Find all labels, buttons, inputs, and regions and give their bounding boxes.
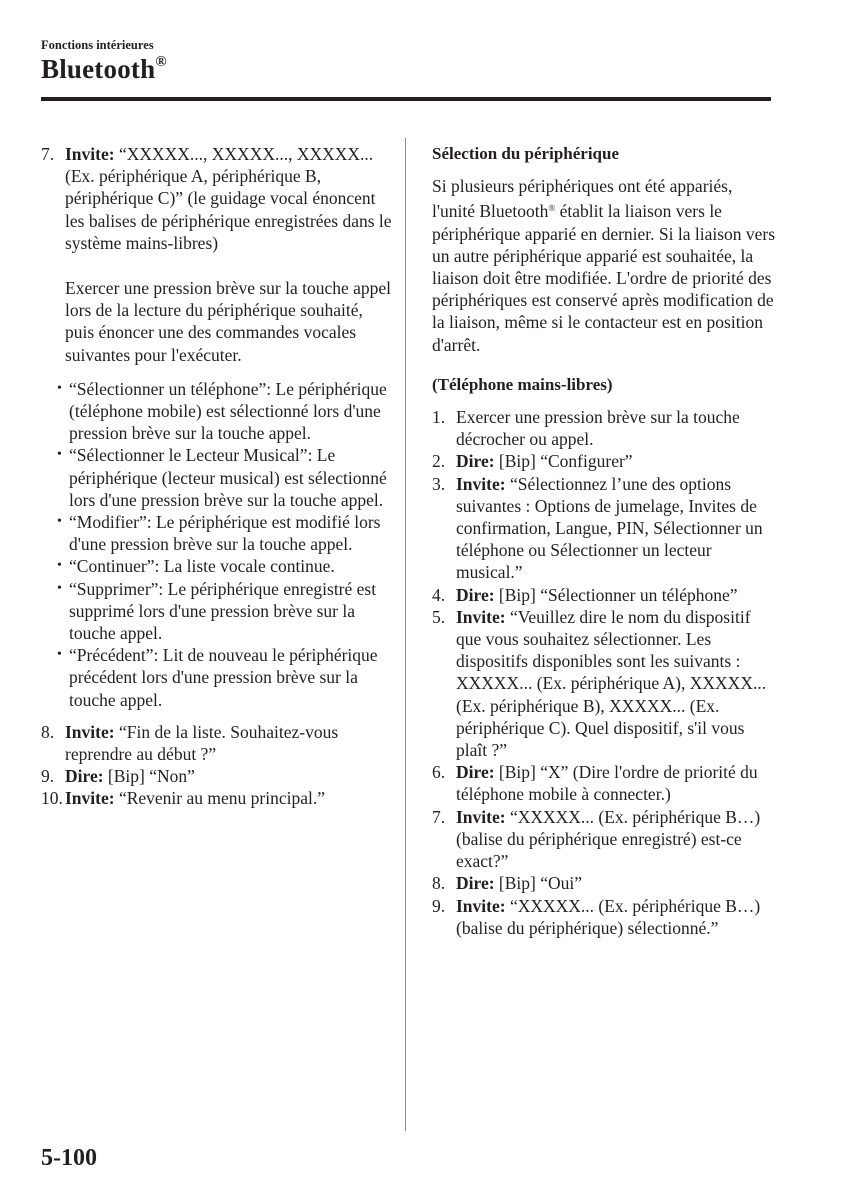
item-text: [Bip] “Sélectionner un téléphone” xyxy=(494,584,738,605)
list-item xyxy=(432,761,777,805)
item-number: 9. xyxy=(432,895,446,916)
item-label: Invite: xyxy=(456,606,506,627)
item-label: Invite: xyxy=(65,721,115,742)
item-number: 3. xyxy=(432,473,446,494)
item-label: Dire: xyxy=(456,451,495,472)
list-item xyxy=(41,787,393,809)
list-item xyxy=(432,473,777,584)
item-label: Invite: xyxy=(65,788,115,809)
page-title xyxy=(41,54,167,85)
item-text: [Bip] “Configurer” xyxy=(494,451,633,472)
registered-mark: ® xyxy=(155,54,167,70)
item-label: Invite: xyxy=(456,895,506,916)
list-item xyxy=(432,806,777,873)
right-column xyxy=(432,143,777,939)
item-label: Dire: xyxy=(456,762,495,783)
item-text: “Fin de la liste. Souhaitez-vous reprendre au début ?” xyxy=(65,721,339,765)
bullet-item xyxy=(55,578,393,645)
instruction-paragraph: Exercer une pression brève sur la touche appel lors de la lecture du périphérique souhaité, puis énoncer une des commandes vocales suivantes pour l'exécuter. xyxy=(65,278,392,365)
list-item xyxy=(432,584,777,606)
item-label: Dire: xyxy=(456,584,495,605)
list-item xyxy=(41,765,393,787)
list-item xyxy=(432,872,777,894)
page-number: 5-100 xyxy=(41,1145,97,1171)
list-item xyxy=(41,143,393,254)
bullet-icon: • xyxy=(57,580,62,596)
bullet-icon: • xyxy=(57,447,62,463)
bullet-icon: • xyxy=(57,380,62,396)
column-divider xyxy=(405,138,406,1131)
subsection-heading: (Téléphone mains-libres) xyxy=(432,374,613,394)
item-number: 9. xyxy=(41,766,55,787)
list-item xyxy=(432,895,777,939)
item-label: Dire: xyxy=(456,873,495,894)
command-bullet-list xyxy=(41,378,393,711)
item-number: 2. xyxy=(432,451,446,472)
item-number: 5. xyxy=(432,606,446,627)
bullet-icon: • xyxy=(57,558,62,574)
bullet-text: “Continuer”: La liste vocale continue. xyxy=(69,556,335,577)
bullet-text: “Précédent”: Lit de nouveau le périphérique précédent lors d'une pression brève sur la touche appel. xyxy=(69,645,378,710)
item-text: “XXXXX..., XXXXX..., XXXXX... (Ex. périphérique A, périphérique B, périphérique C)” (le guidage vocal énoncent les balises de périphérique enregistrées dans le système mains-libres) xyxy=(65,144,392,253)
bullet-icon: • xyxy=(57,514,62,530)
bullet-item xyxy=(55,511,393,555)
item-number: 8. xyxy=(432,873,446,894)
section-label: Fonctions intérieures xyxy=(41,38,154,52)
title-text: Bluetooth xyxy=(41,54,156,84)
intro-text-start: Si plusieurs périphériques ont été appariés, l'unité Bluetooth xyxy=(432,176,733,222)
bullet-icon: • xyxy=(57,647,62,663)
item-text: “Revenir au menu principal.” xyxy=(114,788,325,809)
bullet-item xyxy=(55,378,393,445)
bullet-text: “Modifier”: Le périphérique est modifié lors d'une pression brève sur la touche appel. xyxy=(69,512,381,555)
item-text: Exercer une pression brève sur la touche décrocher ou appel. xyxy=(456,407,740,450)
list-item xyxy=(432,450,777,472)
item-number: 1. xyxy=(432,407,446,428)
item-text: “Sélectionnez l’une des options suivantes : Options de jumelage, Invites de confirmation, Langue, PIN, Sélectionner un téléphone ou Sélectionner un lecteur musical.” xyxy=(456,473,763,583)
steps-list xyxy=(432,406,777,939)
item-number: 6. xyxy=(432,762,446,783)
item-text: [Bip] “Oui” xyxy=(494,873,583,894)
bullet-item xyxy=(55,555,393,577)
item-label: Invite: xyxy=(456,473,506,494)
item-text: [Bip] “Non” xyxy=(103,766,195,787)
item-text: “XXXXX... (Ex. périphérique B…) (balise du périphérique) sélectionné.” xyxy=(456,895,761,938)
item-number: 4. xyxy=(432,584,446,605)
bullet-text: “Sélectionner le Lecteur Musical”: Le périphérique (lecteur musical) est sélectionné lors d'une pression brève sur la touche appel. xyxy=(69,445,387,510)
item-label: Dire: xyxy=(65,766,104,787)
intro-paragraph xyxy=(432,175,777,356)
item-number: 7. xyxy=(41,144,55,164)
list-item xyxy=(41,721,393,765)
item-text: [Bip] “X” (Dire l'ordre de priorité du téléphone mobile à connecter.) xyxy=(456,762,758,805)
item-text: “Veuillez dire le nom du dispositif que vous souhaitez sélectionner. Les dispositifs disponibles sont les suivants : XXXXX... (Ex. périphérique A), XXXXX... (Ex. périphérique B), XXXXX... (Ex. périphérique C). Quel dispositif, s'il vous plaît ?” xyxy=(456,606,767,761)
bullet-text: “Supprimer”: Le périphérique enregistré est supprimé lors d'une pression brève sur la touche appel. xyxy=(69,578,377,644)
intro-text-end: établit la liaison vers le périphérique apparié en dernier. Si la liaison vers un autre périphérique apparié est souhaitée, la liaison doit être modifiée. L'ordre de priorité des périphériques est conservé après modification de la liaison, même si le contacteur est en position d'arrêt. xyxy=(432,201,776,355)
list-item xyxy=(432,406,777,450)
bullet-text: “Sélectionner un téléphone”: Le périphérique (téléphone mobile) est sélectionné lors d'une pression brève sur la touche appel. xyxy=(69,378,387,444)
item-label: Invite: xyxy=(65,144,115,164)
left-column xyxy=(41,143,393,810)
title-rule xyxy=(41,97,771,101)
item-label: Invite: xyxy=(456,806,506,827)
registered-mark: ® xyxy=(548,203,556,214)
item-number: 10. xyxy=(41,788,63,809)
item-text: “XXXXX... (Ex. périphérique B…) (balise du périphérique enregistré) est-ce exact?” xyxy=(456,806,761,872)
item-number: 7. xyxy=(432,806,446,827)
item-number: 8. xyxy=(41,721,55,742)
bullet-item xyxy=(55,644,393,711)
bullet-item xyxy=(55,444,393,511)
section-heading: Sélection du périphérique xyxy=(432,144,620,163)
list-item xyxy=(432,606,777,761)
